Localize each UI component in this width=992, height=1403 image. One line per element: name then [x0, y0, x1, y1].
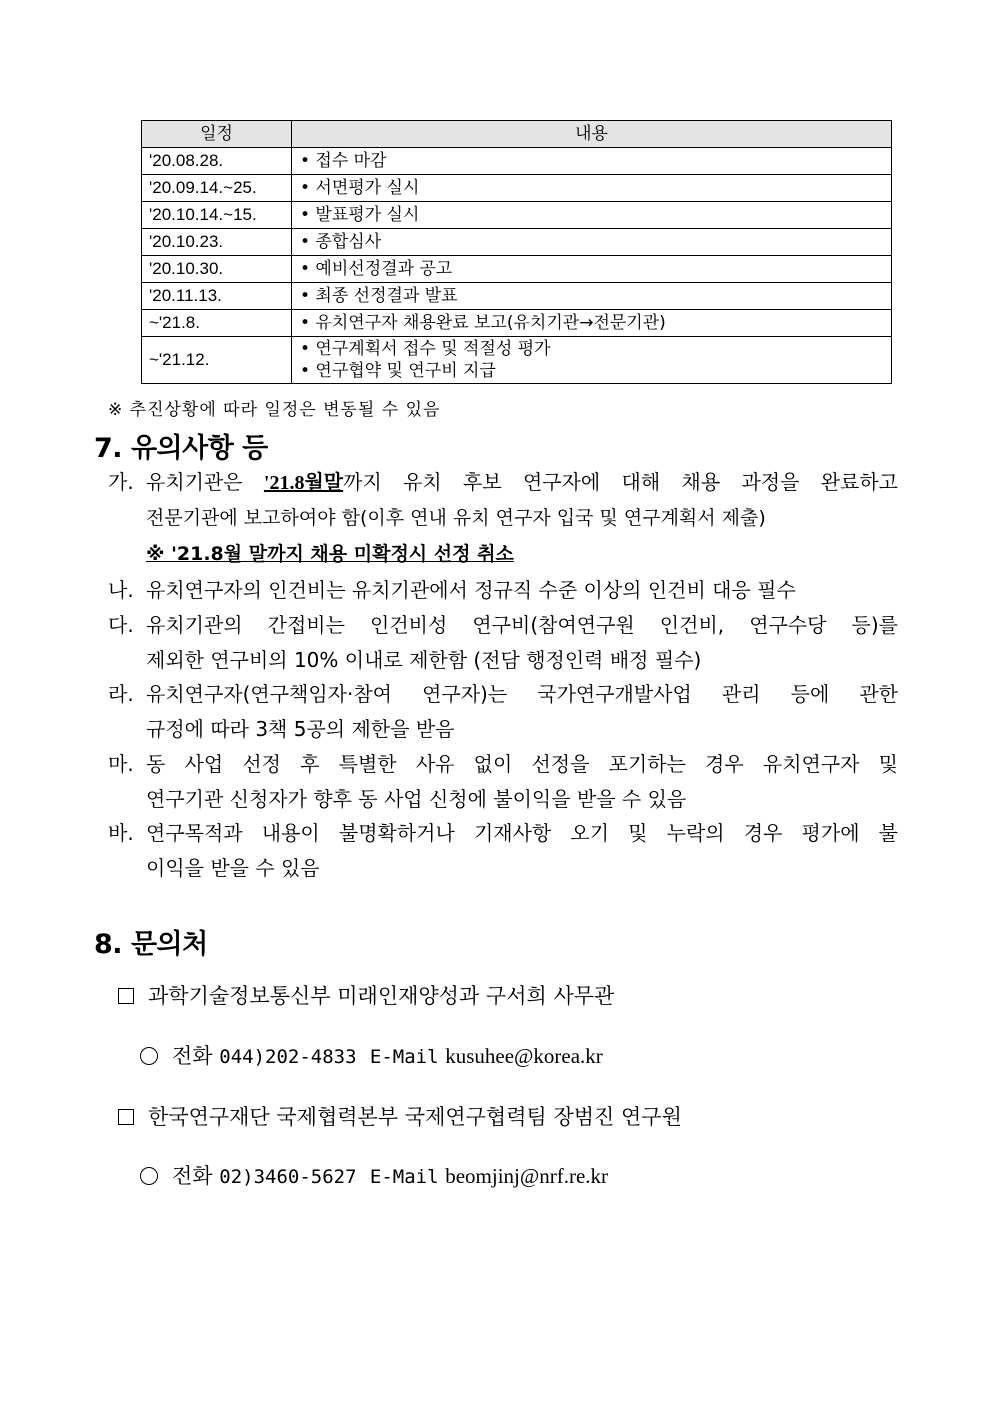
email-label: E-Mail — [369, 1166, 439, 1188]
table-row — [142, 337, 892, 384]
phone-label: 전화 — [172, 1164, 213, 1188]
schedule-date: '20.10.14.~15. — [142, 202, 292, 229]
schedule-item: • 발표평가 실시 — [300, 205, 420, 225]
notice-label: 나. — [108, 578, 134, 602]
notice-text: 유치연구자의 인건비는 유치기관에서 정규직 수준 이상의 인건비 대응 필수 — [146, 578, 796, 602]
schedule-note: ※ 추진상황에 따라 일정은 변동될 수 있음 — [108, 400, 441, 420]
notice-ba — [108, 816, 898, 886]
table-row — [142, 202, 892, 229]
schedule-item: • 연구협약 및 연구비 지급 — [300, 361, 496, 381]
schedule-item: • 연구계획서 접수 및 적절성 평가 — [300, 339, 551, 359]
notice-label: 마. — [108, 752, 134, 776]
table-row — [142, 283, 892, 310]
notice-na — [108, 573, 898, 608]
contact-org: 과학기술정보통신부 미래인재양성과 구서희 사무관 — [148, 984, 615, 1008]
notice-text: 연구기관 신청자가 향후 동 사업 신청에 불이익을 받을 수 있음 — [146, 787, 687, 811]
phone-number: 044)202-4833 — [219, 1046, 357, 1068]
notice-text: 전문기관에 보고하여야 함(이후 연내 유치 연구자 입국 및 연구계획서 제출) — [146, 507, 766, 529]
section8-title: 8. 문의처 — [94, 929, 208, 960]
contact-detail-1 — [140, 1040, 603, 1070]
cancel-warning: ※ '21.8월 말까지 채용 미확정시 선정 취소 — [146, 543, 514, 565]
circle-bullet-icon — [140, 1167, 158, 1185]
notice-text: 유치연구자(연구책임자·참여 연구자)는 국가연구개발사업 관리 등에 관한 — [146, 682, 898, 706]
schedule-header-row — [142, 121, 892, 148]
table-row — [142, 229, 892, 256]
email-label: E-Mail — [369, 1046, 439, 1068]
circle-bullet-icon — [140, 1047, 158, 1065]
schedule-date: ~'21.8. — [142, 310, 292, 337]
notice-text: 까지 유치 후보 연구자에 대해 채용 과정을 완료하고 — [343, 470, 898, 494]
notice-label: 다. — [108, 613, 134, 637]
schedule-item: • 예비선정결과 공고 — [300, 259, 453, 279]
contact-org: 한국연구재단 국제협력본부 국제연구협력팀 장범진 연구원 — [148, 1105, 682, 1129]
schedule-item: • 유치연구자 채용완료 보고(유치기관→전문기관) — [300, 313, 666, 333]
phone-label: 전화 — [172, 1044, 213, 1068]
schedule-header-content: 내용 — [292, 121, 892, 148]
schedule-date: '20.09.14.~25. — [142, 175, 292, 202]
notice-da — [108, 608, 898, 678]
contact-org-1 — [118, 980, 614, 1010]
schedule-item: • 종합심사 — [300, 232, 382, 252]
notice-text: 이익을 받을 수 있음 — [146, 856, 320, 880]
notice-text: 동 사업 선정 후 특별한 사유 없이 선정을 포기하는 경우 유치연구자 및 — [146, 752, 898, 776]
notice-ma — [108, 747, 898, 817]
contact-org-2 — [118, 1101, 682, 1131]
schedule-item: • 최종 선정결과 발표 — [300, 286, 458, 306]
notice-text: 연구목적과 내용이 불명확하거나 기재사항 오기 및 누락의 경우 평가에 불 — [146, 821, 898, 845]
schedule-item: • 서면평가 실시 — [300, 178, 420, 198]
notice-label: 바. — [108, 821, 134, 845]
contact-detail-2 — [140, 1160, 608, 1190]
notice-ga — [108, 465, 898, 572]
schedule-date: '20.08.28. — [142, 148, 292, 175]
schedule-table — [141, 120, 892, 384]
notice-text: 유치기관의 간접비는 인건비성 연구비(참여연구원 인건비, 연구수당 등)를 — [146, 613, 898, 637]
notice-label: 가. — [108, 470, 134, 494]
phone-number: 02)3460-5627 — [219, 1166, 357, 1188]
table-row — [142, 148, 892, 175]
table-row — [142, 256, 892, 283]
schedule-header-date: 일정 — [142, 121, 292, 148]
schedule-date: '20.11.13. — [142, 283, 292, 310]
email-address: beomjinj@nrf.re.kr — [445, 1164, 609, 1188]
square-bullet-icon — [118, 988, 134, 1004]
table-row — [142, 310, 892, 337]
table-row — [142, 175, 892, 202]
notice-text: 제외한 연구비의 10% 이내로 제한함 (전담 행정인력 배정 필수) — [146, 648, 702, 672]
schedule-date: '20.10.30. — [142, 256, 292, 283]
notice-text: 유치기관은 — [146, 470, 264, 494]
deadline-date: '21.8월말 — [263, 472, 344, 494]
schedule-date: '20.10.23. — [142, 229, 292, 256]
notice-ra — [108, 677, 898, 747]
section7-title: 7. 유의사항 등 — [94, 433, 268, 464]
notice-label: 라. — [108, 682, 134, 706]
email-address: kusuhee@korea.kr — [445, 1044, 603, 1068]
schedule-item: • 접수 마감 — [300, 151, 387, 171]
notice-text: 규정에 따라 3책 5공의 제한을 받음 — [146, 717, 455, 741]
square-bullet-icon — [118, 1109, 134, 1125]
schedule-date: ~'21.12. — [142, 337, 292, 384]
